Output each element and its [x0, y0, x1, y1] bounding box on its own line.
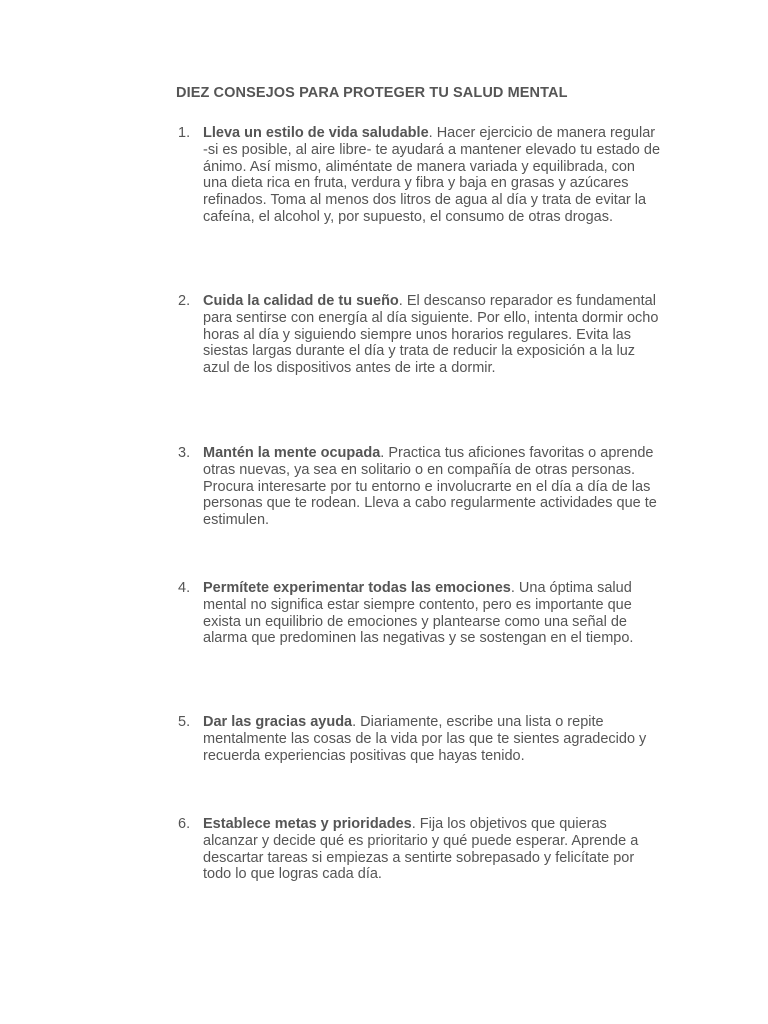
- tip-body: . Una óptima salud mental no significa estar siempre contento, pero es importante que exista un equilibrio de emociones y plantearse como una señal de alarma que predominen las negativas y se sostengan en el tiempo.: [203, 580, 634, 647]
- tip-body: . Practica tus aficiones favoritas o aprende otras nuevas, ya sea en solitario o en compañía de otras personas. Procura interesarte por tu entorno e involucrarte en el día a día de las personas que te rodean. Lleva a cabo regularmente actividades que te estimulen.: [203, 445, 657, 529]
- tip-number: 1.: [178, 125, 191, 141]
- tip-item: [178, 816, 668, 883]
- tip-body: . Hacer ejercicio de manera regular -si es posible, al aire libre- te ayudará a mantener elevado tu estado de ánimo. Así mismo, aliméntate de manera variada y equilibrada, con una dieta rica en fruta, verdura y fibra y baja en grasas y azúcares refinados. Toma al menos dos litros de agua al día y trata de evitar la cafeína, el alcohol y, por supuesto, el consumo de otras drogas.: [203, 125, 661, 225]
- tip-body: . Diariamente, escribe una lista o repite mentalmente las cosas de la vida por las que te sientes agradecido y recuerda experiencias positivas que hayas tenido.: [203, 714, 647, 764]
- tip-text: [203, 580, 663, 647]
- tip-item: [178, 293, 668, 377]
- tip-item: [178, 125, 668, 226]
- tip-number: 4.: [178, 580, 191, 596]
- tip-lead: Dar las gracias ayuda: [203, 714, 353, 730]
- tip-lead: Permítete experimentar todas las emociones: [203, 580, 511, 596]
- tip-number: 3.: [178, 445, 191, 461]
- tip-lead: Cuida la calidad de tu sueño: [203, 293, 399, 309]
- tip-item: [178, 445, 668, 529]
- tip-text: [203, 445, 663, 529]
- tip-text: [203, 714, 663, 764]
- tip-number: 2.: [178, 293, 191, 309]
- tip-lead: Lleva un estilo de vida saludable: [203, 125, 429, 141]
- tip-item: [178, 580, 668, 647]
- tip-lead: Establece metas y prioridades: [203, 816, 412, 832]
- document-title: DIEZ CONSEJOS PARA PROTEGER TU SALUD MENTAL: [176, 85, 568, 101]
- tip-text: [203, 125, 663, 226]
- tip-item: [178, 714, 668, 764]
- tip-number: 6.: [178, 816, 191, 832]
- tip-text: [203, 816, 663, 883]
- tip-lead: Mantén la mente ocupada: [203, 445, 381, 461]
- tip-body: . Fija los objetivos que quieras alcanzar y decide qué es prioritario y qué puede esperar. Aprende a descartar tareas si empiezas a sentirte sobrepasado y felicítate por todo lo que logras cada día.: [203, 816, 639, 883]
- tip-number: 5.: [178, 714, 191, 730]
- tip-text: [203, 293, 663, 377]
- tip-body: . El descanso reparador es fundamental para sentirse con energía al día siguiente. Por ello, intenta dormir ocho horas al día y siguiendo siempre unos horarios regulares. Evita las siestas largas durante el día y trata de reducir la exposición a la luz azul de los dispositivos antes de irte a dormir.: [203, 293, 659, 377]
